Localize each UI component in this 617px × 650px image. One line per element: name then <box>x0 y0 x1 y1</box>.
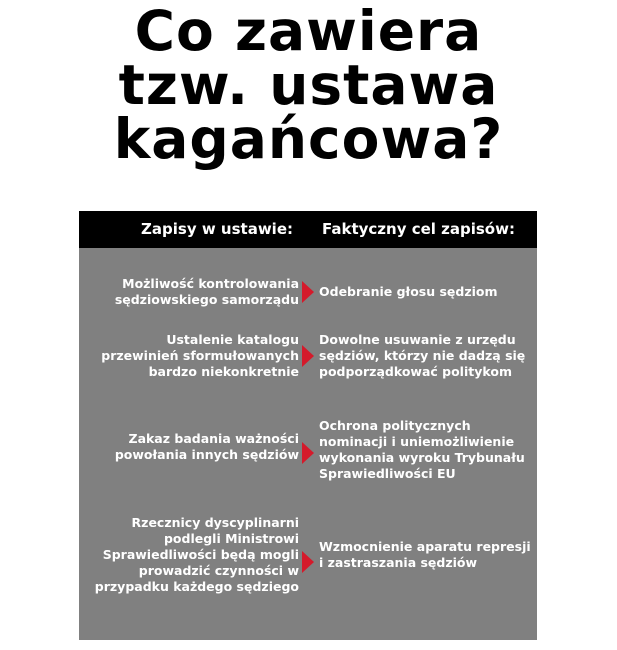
red-arrow-icon <box>302 551 314 573</box>
table-row <box>79 418 537 488</box>
red-arrow-icon <box>302 345 314 367</box>
table-header <box>79 211 537 248</box>
purpose-text: Ochrona politycznych nominacji i uniemożliwienie wykonania wyroku Trybunału Sprawiedliwości EU <box>319 418 525 481</box>
header-left-label: Zapisy w ustawie: <box>141 220 293 238</box>
page-title <box>0 0 617 171</box>
provision-text: Zakaz badania ważności powołania innych sędziów <box>114 431 299 462</box>
red-arrow-icon <box>302 442 314 464</box>
table-row <box>79 332 537 388</box>
provision-text: Możliwość kontrolowania sędziowskiego samorządu <box>114 276 299 307</box>
purpose-text: Odebranie głosu sędziom <box>319 284 498 299</box>
purpose-text: Wzmocnienie aparatu represji i zastraszania sędziów <box>319 539 531 570</box>
title-line-1: Co zawiera <box>134 0 483 63</box>
purpose-text: Dowolne usuwanie z urzędu sędziów, którzy nie dadzą się podporządkować politykom <box>319 332 526 379</box>
header-right-label: Faktyczny cel zapisów: <box>322 220 515 238</box>
title-line-2: tzw. ustawa <box>118 53 499 117</box>
red-arrow-icon <box>302 281 314 303</box>
provision-text: Ustalenie katalogu przewinień sformułowanych bardzo niekonkretnie <box>101 332 299 379</box>
table-body <box>79 248 537 640</box>
table-row <box>79 515 537 615</box>
table-row <box>79 276 537 308</box>
provision-text: Rzecznicy dyscyplinarni podlegli Ministrowi Sprawiedliwości będą mogli prowadzić czynności w przypadku każdego sędziego <box>94 515 299 594</box>
title-line-3: kagańcowa? <box>113 107 504 171</box>
